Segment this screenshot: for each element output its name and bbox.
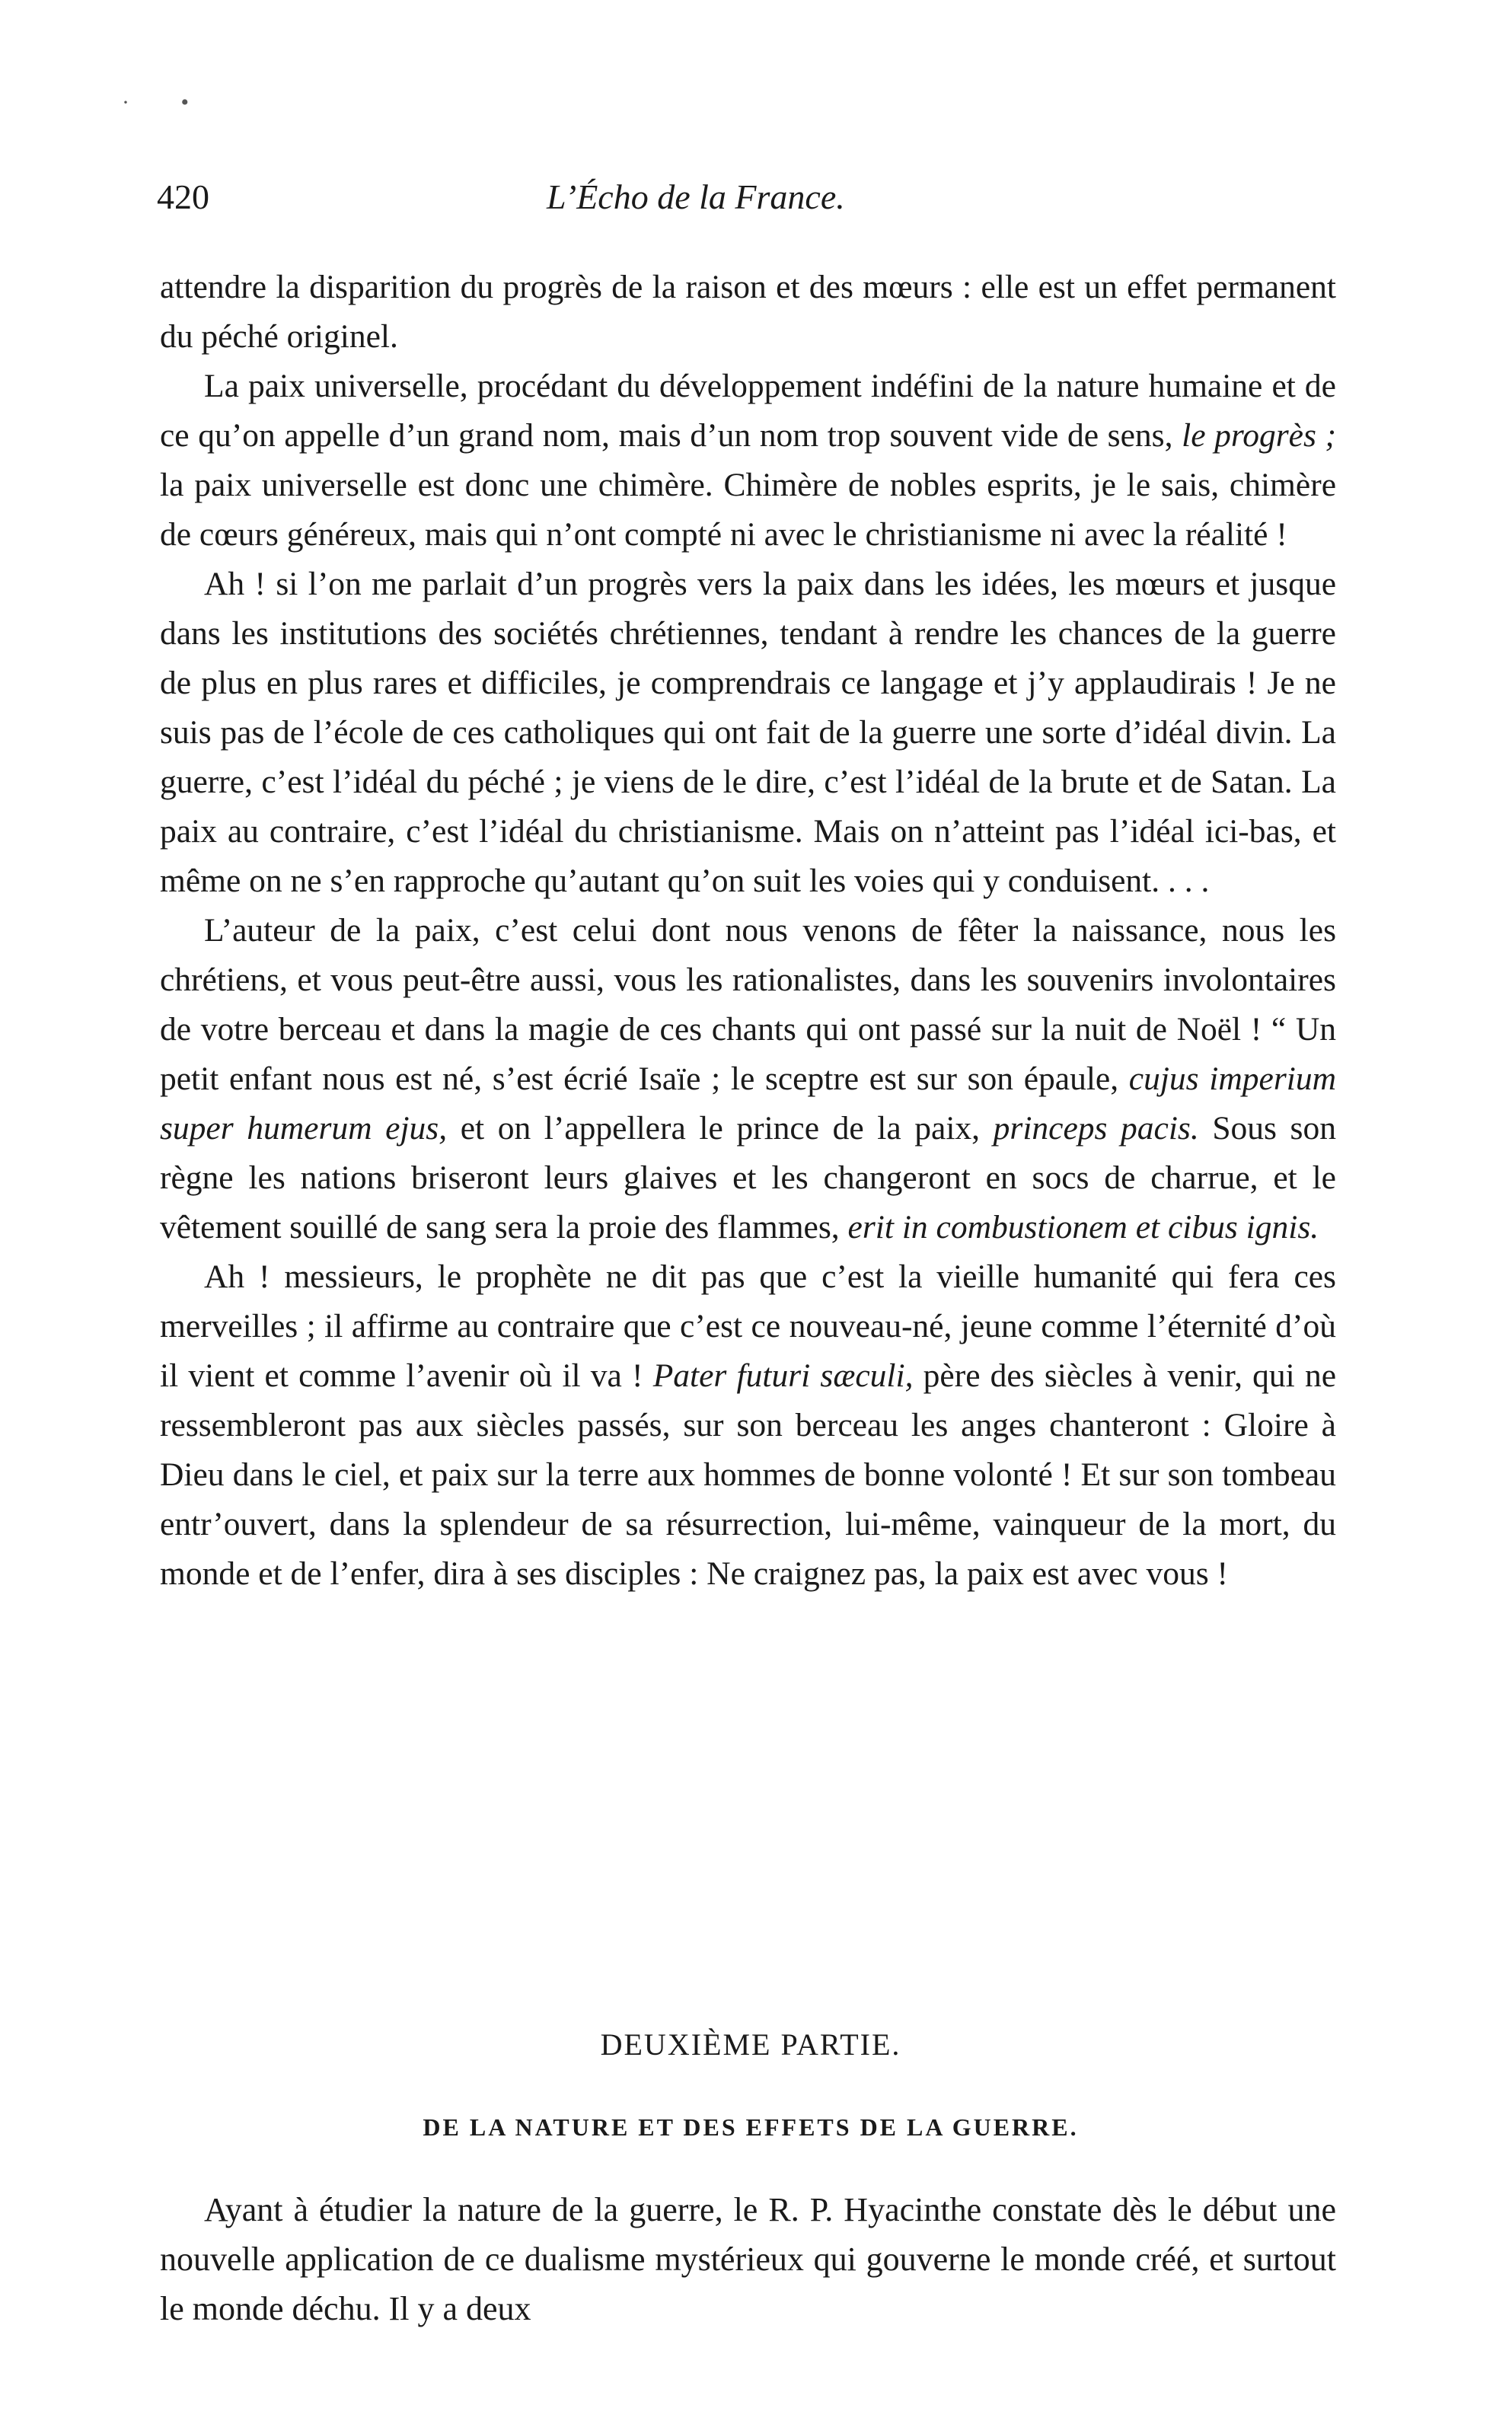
paragraph-1-text: attendre la disparition du progrès de la raison et des mœurs : elle est un effet permanent du péché originel. xyxy=(160,269,1336,355)
paragraph-5 xyxy=(160,1252,1336,1599)
section-body-text xyxy=(160,2185,1336,2333)
paragraph-4-italic-2: princeps pacis. xyxy=(993,1110,1199,1147)
paragraph-5-italic-1: Pater futuri sæculi, xyxy=(652,1357,914,1394)
paragraph-4-text-3: Sous son règne les nations briseront leurs glaives et les changeront en socs de charrue, et le vêtement souillé de sang sera la proie des flammes, xyxy=(160,1110,1336,1245)
section-subheading: DE LA NATURE ET DES EFFETS DE LA GUERRE. xyxy=(423,2113,1079,2141)
paragraph-5-text-1: Ah ! messieurs, le prophète ne dit pas que c’est la vieille humanité qui fera ces merveilles ; il affirme au contraire que c’est ce nouveau-né, jeune comme l’éternité d’où il vient et comme l’avenir où il va ! xyxy=(160,1258,1336,1394)
paragraph-3-text: Ah ! si l’on me parlait d’un progrès vers la paix dans les idées, les mœurs et jusque dans les institutions des sociétés chrétiennes, tendant à rendre les chances de la guerre de plus en plus rares et difficiles, je comprendrais ce langage et j’y applaudirais ! Je ne suis pas de l’école de ces catholiques qui ont fait de la guerre une sorte d’idéal divin. La guerre, c’est l’idéal du péché ; je viens de le dire, c’est l’idéal de la brute et de Satan. La paix au contraire, c’est l’idéal du christianisme. Mais on n’atteint pas l’idéal ici-bas, et même on ne s’en rapproche qu’autant qu’on suit les voies qui y conduisent. . . . xyxy=(160,566,1336,899)
running-title: L’Écho de la France. xyxy=(547,177,845,216)
section-paragraph: Ayant à étudier la nature de la guerre, le R. P. Hyacinthe constate dès le début une nouvelle application de ce dualisme mystérieux qui gouverne le monde créé, et surtout le monde déchu. Il y a deux xyxy=(160,2191,1336,2327)
page-number: 420 xyxy=(157,177,209,216)
paragraph-5-text-2: père des siècles à venir, qui ne ressembleront pas aux siècles passés, sur son berceau les anges chanteront : Gloire à Dieu dans le ciel, et paix sur la terre aux hommes de bonne volonté ! Et sur son tombeau entr’ouvert, dans la splendeur de sa résurrection, lui-même, vainqueur de la mort, du monde et de l’enfer, dira à ses disciples : Ne craignez pas, la paix est avec vous ! xyxy=(160,1357,1337,1592)
page-header xyxy=(157,177,1345,230)
paragraph-1 xyxy=(160,263,1336,362)
paragraph-2-italic: le progrès ; xyxy=(1182,417,1337,454)
paragraph-2 xyxy=(160,362,1336,560)
paragraph-3 xyxy=(160,560,1336,906)
paragraph-4-text-1: L’auteur de la paix, c’est celui dont nous venons de fêter la naissance, nous les chrétiens, et vous peut-être aussi, vous les rationalistes, dans les souvenirs involontaires de votre berceau et dans la magie de ces chants qui ont passé sur la nuit de Noël ! “ Un petit enfant nous est né, s’est écrié Isaïe ; le sceptre est sur son épaule, xyxy=(160,912,1336,1097)
paragraph-4-text-2: et on l’appellera le prince de la paix, xyxy=(447,1110,994,1147)
scan-specks: · • xyxy=(122,90,212,115)
paragraph-4-italic-3: erit in combustionem et cibus ignis. xyxy=(847,1209,1319,1245)
body-text xyxy=(160,263,1336,1599)
section-heading: DEUXIÈME PARTIE. xyxy=(600,2027,901,2062)
paragraph-4 xyxy=(160,906,1336,1252)
paragraph-2-text-after: la paix universelle est donc une chimère. Chimère de nobles esprits, je le sais, chimère de cœurs généreux, mais qui n’ont compté ni avec le christianisme ni avec la réalité ! xyxy=(160,467,1336,553)
paragraph-2-text-before: La paix universelle, procédant du développement indéfini de la nature humaine et de ce qu’on appelle d’un grand nom, mais d’un nom trop souvent vide de sens, xyxy=(160,368,1336,454)
paragraph-4-italic-1: cujus imperium super humerum ejus, xyxy=(160,1060,1336,1147)
